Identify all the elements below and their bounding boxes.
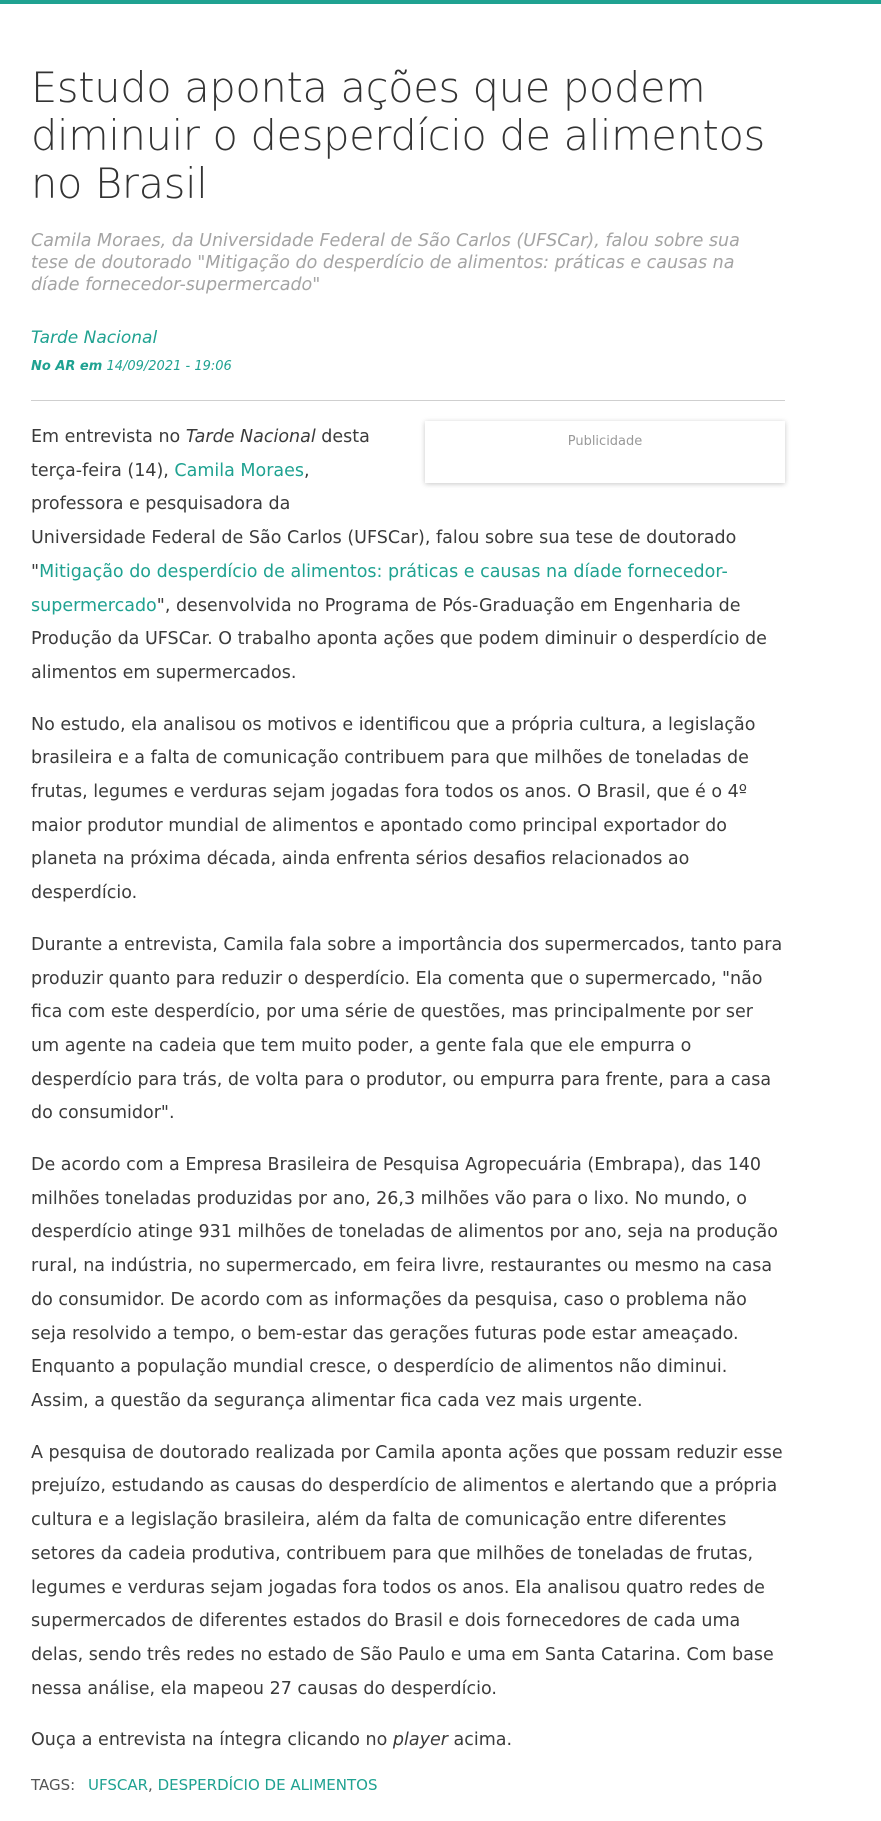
tag-separator: , — [148, 1776, 153, 1794]
ad-label: Publicidade — [567, 434, 643, 449]
p1-text-4: ", desenvolvida no Programa de Pós-Graduação em Engenharia de Produção da UFSCar. O trabalho aponta ações que podem diminuir o desperdício de alimentos em supermercados. — [31, 595, 767, 683]
article-subtitle: Camila Moraes, da Universidade Federal de São Carlos (UFSCar), falou sobre sua tese de doutorado "Mitigação do desperdício de alimentos: práticas e causas na díade fornecedor-supermercado" — [31, 231, 740, 295]
air-date — [31, 359, 232, 374]
p1-text-1: Em entrevista no — [31, 427, 186, 447]
author-link[interactable]: Camila Moraes — [174, 460, 305, 481]
article-body — [31, 421, 785, 1776]
ad-box[interactable] — [425, 421, 785, 483]
tag-ufscar[interactable]: UFSCAR — [87, 1776, 149, 1794]
p6-text-2: acima. — [447, 1730, 513, 1751]
air-date-value: 14/09/2021 - 19:06 — [106, 359, 232, 374]
tags-label: TAGS: — [31, 1776, 76, 1794]
program-link[interactable]: Tarde Nacional — [31, 328, 158, 348]
program-name-emphasis: Tarde Nacional — [185, 427, 316, 447]
paragraph-4: De acordo com a Empresa Brasileira de Pesquisa Agropecuária (Embrapa), das 140 milhões toneladas produzidas por ano, 26,3 milhões vão para o lixo. No mundo, o desperdício atinge 931 milhões de toneladas de alimentos por ano, seja na produção rural, na indústria, no supermercado, em feira livre, restaurantes ou mesmo na casa do consumidor. De acordo com as informações da pesquisa, caso o problema não seja resolvido a tempo, o bem-estar das gerações futuras pode estar ameaçado. Enquanto a população mundial cresce, o desperdício de alimentos não diminui. Assim, a questão da segurança alimentar fica cada vez mais urgente. — [31, 1155, 778, 1411]
page-title: Estudo aponta ações que podem diminuir o desperdício de alimentos no Brasil — [31, 63, 765, 208]
paragraph-5: A pesquisa de doutorado realizada por Camila aponta ações que possam reduzir esse prejuízo, estudando as causas do desperdício de alimentos e alertando que a própria cultura e a legislação brasileira, além da falta de comunicação entre diferentes setores da cadeia produtiva, contribuem para que milhões de toneladas de frutas, legumes e verduras sejam jogadas fora todos os anos. Ela analisou quatro redes de supermercados de diferentes estados do Brasil e dois fornecedores de cada uma delas, sendo três redes no estado de São Paulo e uma em Santa Catarina. Com base nessa análise, ela mapeou 27 causas do desperdício. — [31, 1442, 783, 1699]
tag-desperdicio[interactable]: DESPERDÍCIO DE ALIMENTOS — [157, 1776, 378, 1794]
air-date-label: No AR em — [31, 359, 103, 374]
thesis-link[interactable]: Mitigação do desperdício de alimentos: práticas e causas na díade fornecedor-supermercado — [31, 561, 728, 616]
player-emphasis: player — [392, 1730, 448, 1751]
p1-text-2: desta terça-feira (14), — [31, 427, 370, 481]
paragraph-3: Durante a entrevista, Camila fala sobre a importância dos supermercados, tanto para produzir quanto para reduzir o desperdício. Ela comenta que o supermercado, "não fica com este desperdício, por uma série de questões, mas principalmente por ser um agente na cadeia que tem muito poder, a gente fala que ele empurra o desperdício para trás, de volta para o produtor, ou empurra para frente, para a casa do consumidor". — [31, 934, 783, 1124]
divider — [31, 400, 785, 401]
p1-text-3: , professora e pesquisadora da Universidade Federal de São Carlos (UFSCar), falou sobre sua tese de doutorado " — [31, 460, 737, 582]
p6-text-1: Ouça a entrevista na íntegra clicando no — [31, 1730, 393, 1751]
paragraph-2: No estudo, ela analisou os motivos e identificou que a própria cultura, a legislação brasileira e a falta de comunicação contribuem para que milhões de toneladas de frutas, legumes e verduras sejam jogadas fora todos os anos. O Brasil, que é o 4º maior produtor mundial de alimentos e apontado como principal exportador do planeta na próxima década, ainda enfrenta sérios desafios relacionados ao desperdício. — [31, 714, 756, 904]
top-accent-bar — [0, 0, 881, 4]
tags — [31, 1776, 378, 1794]
paragraph-6 — [31, 1724, 785, 1758]
